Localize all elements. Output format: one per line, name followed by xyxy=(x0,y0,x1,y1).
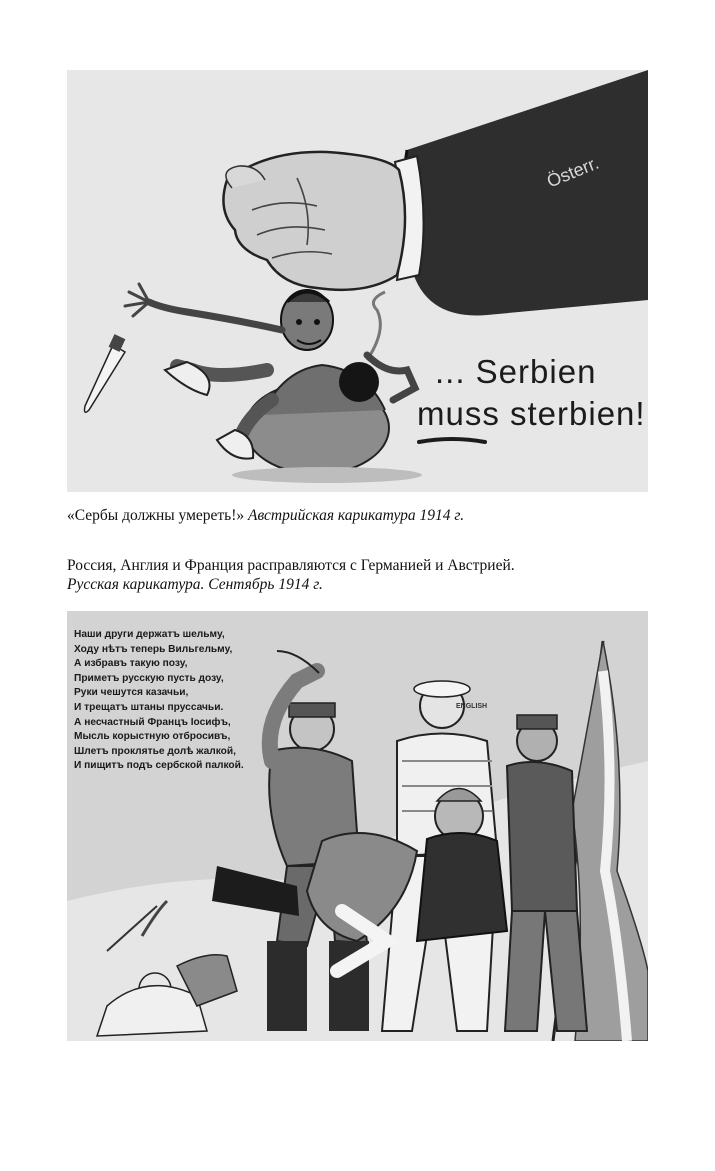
caption-austrian-caricature xyxy=(67,506,464,525)
poem-line: Наши други держатъ шельму, xyxy=(74,629,225,640)
caption-source: Австрийская карикатура 1914 г. xyxy=(248,507,465,524)
caption-russian-caricature-source: Русская карикатура. Сентябрь 1914 г. xyxy=(67,576,323,593)
poem-line: И пищитъ подъ сербской палкой. xyxy=(74,760,244,772)
poem-line: Ходу нѣтъ теперь Вильгельму, xyxy=(74,643,233,655)
poem-line: Приметъ русскую пусть дозу, xyxy=(74,672,224,684)
sleeve-label: Österr. xyxy=(544,152,602,192)
slogan-line-2: muss sterbien! xyxy=(417,395,646,432)
poem-line: А несчастный Францъ Iосифъ, xyxy=(74,716,231,728)
poem-line: Мысль корыстную отбросивъ, xyxy=(74,731,231,743)
slogan-line-1: ... Serbien xyxy=(435,353,597,390)
poem-line: А избравъ такую позу, xyxy=(74,658,188,670)
caption-quote: «Сербы должны умереть!» xyxy=(67,507,245,524)
poem-line: Руки чешутся казачьи, xyxy=(74,687,189,699)
caption-russian-caricature-title: Россия, Англия и Франция расправляются с Германией и Австрией. xyxy=(67,557,515,574)
sailor-hat-label: ENGLISH xyxy=(456,703,488,710)
austrian-caricature-image xyxy=(67,70,648,492)
poem-line: Шлетъ проклятье долѣ жалкой, xyxy=(74,745,236,757)
poem-verse xyxy=(74,628,244,774)
russian-caricature-image xyxy=(67,611,648,1041)
poem-line: И трещатъ штаны пруссачьи. xyxy=(74,701,224,713)
